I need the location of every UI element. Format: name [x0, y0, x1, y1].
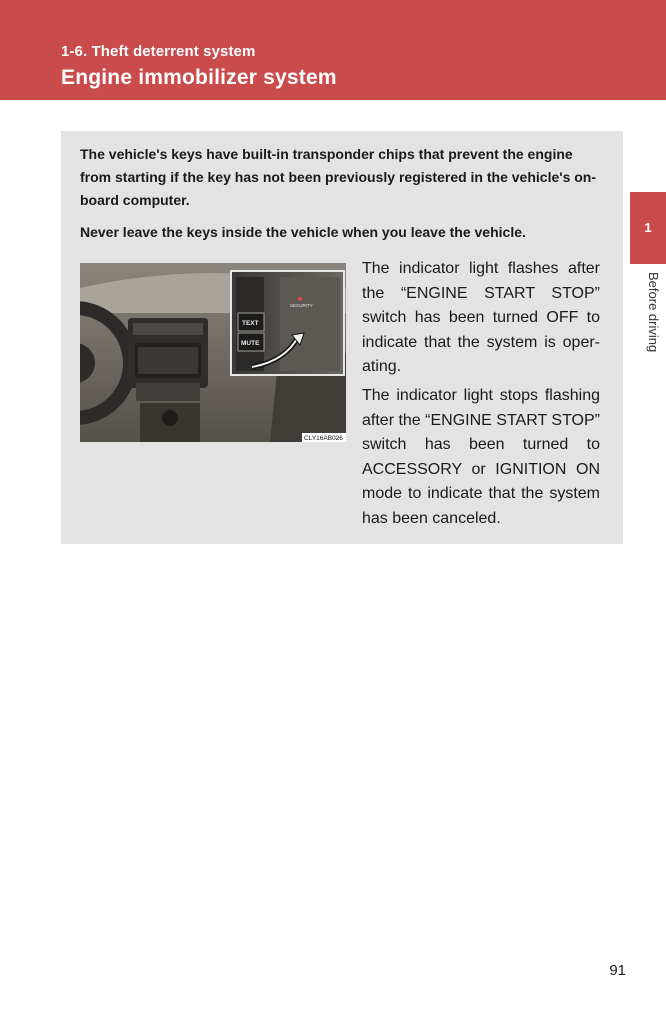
page-title: Engine immobilizer system [61, 66, 337, 89]
intro-text: The vehicle's keys have built-in transponder chips that prevent the engine from starting if the key has not been previously registered in the vehicle's on-board computer. [80, 146, 597, 208]
chapter-tab[interactable] [630, 192, 666, 264]
figure-code: CLY16AB026 [304, 435, 343, 442]
security-label: SECURITY [290, 303, 313, 308]
page-header [0, 0, 666, 100]
text-button-label: TEXT [242, 320, 259, 327]
mute-button-label: MUTE [241, 340, 260, 347]
warning-text: Never leave the keys inside the vehicle when you leave the vehicle. [80, 224, 526, 240]
section-label: 1-6. Theft deterrent system [61, 43, 256, 60]
indicator-flash-text: The indicator light flashes after the “ENGINE START STOP” switch has been turned OFF to indicate that the system is oper-ating. [362, 260, 600, 375]
chapter-label: Before driving [646, 272, 661, 353]
dashboard-illustration [80, 263, 346, 442]
dashboard-photo [80, 263, 346, 442]
chapter-number: 1 [644, 220, 652, 235]
page-number: 91 [609, 962, 626, 979]
indicator-stop-text: The indicator light stops flashing after the “ENGINE START STOP” switch has been turned to ACCESSORY or IGNITION ON mode to indicate that the system has been canceled. [362, 387, 600, 527]
